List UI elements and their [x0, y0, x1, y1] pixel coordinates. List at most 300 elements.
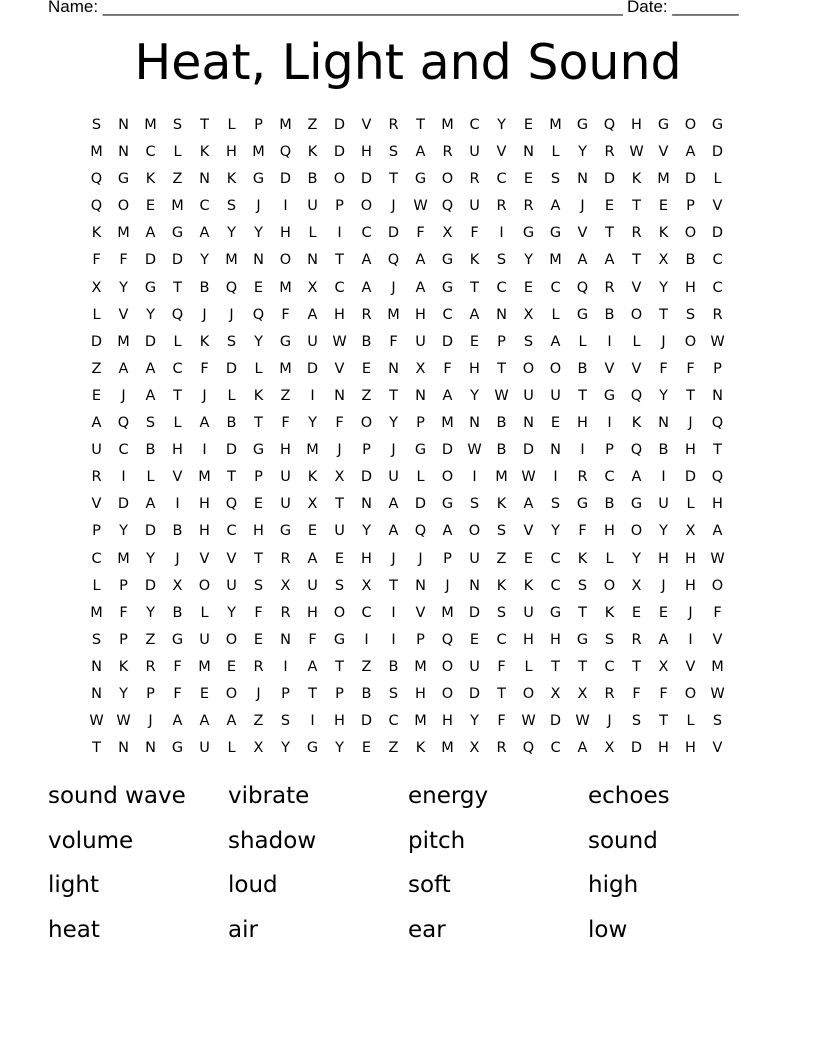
grid-letter: M — [117, 333, 130, 350]
grid-letter: W — [575, 713, 590, 730]
grid-letter: C — [442, 306, 453, 323]
grid-letter: T — [335, 252, 344, 269]
grid-letter: C — [604, 658, 615, 675]
grid-letter: S — [145, 415, 156, 432]
grid-letter: L — [524, 658, 533, 675]
grid-letter: P — [92, 523, 101, 540]
grid-letter: E — [253, 496, 264, 513]
grid-letter: P — [146, 685, 155, 702]
grid-letter: J — [445, 577, 450, 594]
word-list-item: volume — [48, 827, 134, 854]
grid-letter: J — [607, 713, 612, 730]
grid-letter: R — [523, 198, 534, 215]
grid-letter: Y — [227, 604, 236, 621]
grid-letter: K — [307, 144, 318, 161]
grid-letter: G — [333, 631, 346, 648]
grid-letter: P — [416, 415, 425, 432]
grid-letter: K — [91, 225, 102, 242]
grid-letter: C — [361, 225, 372, 242]
grid-letter: H — [226, 144, 237, 161]
grid-letter: G — [171, 740, 184, 757]
grid-letter: M — [441, 740, 454, 757]
grid-letter: X — [685, 523, 696, 540]
grid-letter: M — [441, 604, 454, 621]
grid-letter: C — [118, 442, 129, 459]
grid-letter: I — [553, 469, 558, 486]
grid-letter: B — [172, 523, 183, 540]
grid-letter: D — [144, 252, 157, 269]
grid-letter: U — [469, 144, 480, 161]
grid-letter: P — [497, 333, 506, 350]
grid-letter: A — [604, 252, 615, 269]
grid-letter: L — [92, 306, 101, 323]
grid-letter: H — [685, 577, 696, 594]
grid-letter: S — [712, 713, 723, 730]
grid-letter: S — [550, 496, 561, 513]
grid-letter: V — [658, 144, 669, 161]
grid-letter: B — [172, 604, 183, 621]
grid-letter: L — [686, 496, 695, 513]
grid-letter: A — [550, 333, 561, 350]
grid-letter: L — [308, 225, 317, 242]
grid-letter: E — [145, 198, 156, 215]
grid-letter: M — [117, 225, 130, 242]
grid-letter: A — [307, 306, 318, 323]
grid-letter: E — [523, 117, 534, 133]
grid-letter: R — [631, 225, 642, 242]
grid-letter: N — [550, 442, 561, 459]
grid-letter: T — [632, 658, 641, 675]
grid-letter: J — [391, 279, 396, 296]
grid-letter: T — [605, 225, 614, 242]
grid-letter: U — [307, 198, 318, 215]
grid-letter: J — [661, 577, 666, 594]
grid-letter: W — [413, 198, 428, 215]
grid-letter: R — [469, 171, 480, 188]
grid-letter: X — [550, 685, 561, 702]
grid-letter: E — [469, 333, 480, 350]
grid-letter: W — [494, 387, 509, 404]
grid-letter: Q — [171, 306, 184, 323]
grid-letter: Q — [441, 198, 454, 215]
grid-letter: M — [657, 171, 670, 188]
word-list-item: heat — [48, 916, 100, 943]
grid-letter: M — [171, 198, 184, 215]
grid-letter: C — [712, 252, 723, 269]
grid-letter: S — [91, 631, 102, 648]
grid-letter: A — [577, 740, 588, 757]
grid-letter: O — [225, 631, 238, 648]
grid-letter: V — [604, 360, 615, 377]
grid-letter: D — [360, 469, 373, 486]
grid-letter: S — [550, 171, 561, 188]
grid-letter: G — [441, 496, 454, 513]
grid-letter: O — [360, 415, 373, 432]
grid-letter: G — [414, 442, 427, 459]
word-list-item: sound wave — [48, 783, 186, 809]
grid-letter: G — [603, 387, 616, 404]
grid-letter: U — [199, 740, 210, 757]
grid-letter: E — [658, 198, 669, 215]
grid-letter: Y — [659, 387, 668, 404]
grid-letter: M — [414, 658, 427, 675]
grid-letter: K — [307, 469, 318, 486]
grid-letter: C — [550, 740, 561, 757]
grid-letter: D — [333, 117, 346, 133]
grid-letter: P — [254, 117, 263, 133]
grid-letter: S — [226, 333, 237, 350]
grid-letter: J — [121, 387, 126, 404]
grid-letter: Y — [524, 252, 533, 269]
grid-letter: E — [469, 631, 480, 648]
grid-letter: D — [711, 144, 724, 161]
word-list-item: sound — [588, 827, 658, 854]
grid-letter: A — [442, 387, 453, 404]
grid-letter: P — [686, 198, 695, 215]
grid-letter: H — [523, 631, 534, 648]
grid-letter: D — [333, 144, 346, 161]
grid-letter: X — [631, 577, 642, 594]
grid-letter: G — [630, 496, 643, 513]
grid-letter: C — [550, 550, 561, 567]
grid-letter: U — [415, 333, 426, 350]
grid-letter: Q — [90, 171, 103, 188]
grid-letter: A — [415, 279, 426, 296]
grid-letter: D — [522, 442, 535, 459]
grid-letter: G — [252, 171, 265, 188]
grid-letter: A — [388, 523, 399, 540]
grid-letter: E — [199, 685, 210, 702]
grid-letter: D — [225, 360, 238, 377]
grid-letter: S — [226, 198, 237, 215]
grid-letter: F — [497, 658, 506, 675]
grid-letter: A — [145, 360, 156, 377]
grid-letter: L — [686, 713, 695, 730]
grid-letter: L — [227, 387, 236, 404]
grid-letter: P — [605, 442, 614, 459]
grid-letter: K — [415, 740, 426, 757]
grid-letter: F — [443, 360, 452, 377]
grid-letter: Y — [146, 306, 155, 323]
grid-letter: L — [227, 740, 236, 757]
grid-letter: O — [333, 171, 346, 188]
grid-letter: I — [121, 469, 126, 486]
grid-letter: G — [522, 225, 535, 242]
name-field-label: Name: _______________________________________________________ — [48, 0, 623, 16]
grid-letter: O — [333, 604, 346, 621]
grid-letter: N — [658, 415, 669, 432]
word-list-item: low — [588, 916, 628, 943]
grid-letter: Y — [551, 523, 560, 540]
word-list — [48, 774, 768, 952]
grid-letter: F — [173, 658, 182, 675]
grid-letter: A — [145, 387, 156, 404]
grid-letter: A — [361, 252, 372, 269]
grid-letter: E — [658, 604, 669, 621]
grid-letter: H — [658, 740, 669, 757]
grid-letter: H — [361, 550, 372, 567]
grid-letter: V — [361, 117, 372, 133]
grid-letter: R — [388, 117, 399, 133]
grid-letter: A — [658, 631, 669, 648]
grid-letter: M — [279, 117, 292, 133]
grid-letter: R — [631, 631, 642, 648]
grid-letter: J — [418, 550, 423, 567]
grid-letter: A — [712, 523, 723, 540]
grid-letter: D — [603, 171, 616, 188]
word-search-grid — [83, 112, 731, 762]
grid-letter: W — [521, 713, 536, 730]
grid-letter: S — [523, 333, 534, 350]
grid-letter: L — [173, 144, 182, 161]
grid-letter: Y — [254, 225, 263, 242]
grid-letter: G — [279, 523, 292, 540]
grid-letter: F — [281, 306, 290, 323]
grid-letter: Z — [361, 387, 372, 404]
grid-letter: U — [388, 469, 399, 486]
grid-letter: D — [360, 171, 373, 188]
grid-letter: O — [117, 198, 130, 215]
grid-letter: E — [253, 279, 264, 296]
grid-letter: V — [631, 279, 642, 296]
grid-letter: L — [416, 469, 425, 486]
grid-letter: E — [523, 550, 534, 567]
grid-letter: S — [91, 117, 102, 133]
grid-letter: Y — [227, 225, 236, 242]
grid-letter: R — [253, 658, 264, 675]
grid-letter: H — [415, 685, 426, 702]
grid-letter: K — [199, 144, 210, 161]
grid-letter: I — [391, 604, 396, 621]
grid-letter: A — [172, 713, 183, 730]
grid-letter: G — [144, 279, 157, 296]
grid-letter: A — [199, 225, 210, 242]
grid-letter: E — [631, 604, 642, 621]
grid-letter: F — [119, 604, 128, 621]
grid-letter: E — [550, 415, 561, 432]
grid-letter: N — [253, 252, 264, 269]
grid-letter: F — [254, 604, 263, 621]
grid-letter: W — [467, 442, 482, 459]
grid-letter: X — [469, 740, 480, 757]
grid-letter: V — [685, 658, 696, 675]
grid-letter: Q — [441, 631, 454, 648]
grid-letter: Y — [659, 279, 668, 296]
grid-letter: R — [442, 144, 453, 161]
grid-letter: G — [576, 117, 589, 133]
grid-letter: L — [632, 333, 641, 350]
grid-letter: H — [199, 523, 210, 540]
grid-letter: R — [577, 469, 588, 486]
grid-letter: M — [198, 658, 211, 675]
grid-letter: F — [416, 225, 425, 242]
grid-letter: O — [225, 685, 238, 702]
grid-letter: I — [175, 496, 180, 513]
grid-letter: A — [118, 360, 129, 377]
grid-letter: Q — [414, 523, 427, 540]
grid-letter: R — [496, 740, 507, 757]
grid-letter: N — [118, 740, 129, 757]
grid-letter: K — [631, 415, 642, 432]
grid-letter: M — [387, 306, 400, 323]
grid-letter: F — [497, 713, 506, 730]
grid-letter: L — [92, 577, 101, 594]
grid-letter: P — [281, 685, 290, 702]
grid-letter: N — [496, 306, 507, 323]
grid-letter: X — [442, 225, 453, 242]
grid-letter: Q — [225, 496, 238, 513]
grid-letter: B — [685, 252, 696, 269]
grid-letter: I — [607, 415, 612, 432]
grid-letter: H — [442, 713, 453, 730]
grid-letter: X — [658, 252, 669, 269]
grid-letter: H — [361, 144, 372, 161]
grid-letter: L — [200, 604, 209, 621]
grid-letter: O — [630, 306, 643, 323]
grid-letter: H — [685, 279, 696, 296]
grid-letter: S — [496, 252, 507, 269]
grid-letter: S — [469, 496, 480, 513]
grid-letter: J — [202, 306, 207, 323]
grid-letter: D — [306, 360, 319, 377]
grid-letter: X — [361, 577, 372, 594]
grid-letter: U — [469, 198, 480, 215]
grid-letter: J — [580, 198, 585, 215]
grid-letter: I — [310, 387, 315, 404]
grid-letter: X — [307, 279, 318, 296]
grid-letter: E — [604, 198, 615, 215]
grid-letter: V — [496, 144, 507, 161]
grid-letter: T — [335, 496, 344, 513]
grid-letter: E — [91, 387, 102, 404]
grid-letter: K — [523, 577, 534, 594]
grid-letter: O — [603, 577, 616, 594]
grid-letter: Y — [254, 333, 263, 350]
grid-letter: N — [415, 577, 426, 594]
grid-letter: I — [580, 442, 585, 459]
grid-letter: C — [496, 279, 507, 296]
grid-letter: T — [632, 198, 641, 215]
grid-letter: X — [253, 740, 264, 757]
grid-letter: T — [659, 306, 668, 323]
grid-letter: A — [361, 279, 372, 296]
grid-letter: M — [414, 713, 427, 730]
grid-letter: T — [389, 577, 398, 594]
grid-letter: C — [199, 198, 210, 215]
grid-letter: E — [226, 658, 237, 675]
word-list-item: shadow — [228, 827, 317, 854]
grid-letter: I — [661, 469, 666, 486]
grid-letter: W — [89, 713, 104, 730]
grid-letter: M — [711, 658, 724, 675]
word-list-item: high — [588, 872, 639, 898]
grid-letter: R — [604, 685, 615, 702]
grid-letter: H — [334, 306, 345, 323]
grid-letter: E — [307, 523, 318, 540]
grid-letter: Y — [578, 144, 587, 161]
grid-letter: B — [496, 415, 507, 432]
grid-letter: L — [578, 333, 587, 350]
grid-letter: Y — [146, 604, 155, 621]
grid-letter: F — [281, 415, 290, 432]
grid-letter: W — [629, 144, 644, 161]
grid-letter: H — [685, 740, 696, 757]
grid-letter: C — [388, 713, 399, 730]
grid-letter: Y — [497, 117, 506, 133]
grid-letter: I — [607, 333, 612, 350]
grid-letter: A — [199, 415, 210, 432]
grid-letter: K — [199, 333, 210, 350]
grid-letter: Z — [307, 117, 318, 133]
grid-letter: Y — [335, 740, 344, 757]
grid-letter: Z — [172, 171, 183, 188]
grid-letter: C — [712, 279, 723, 296]
grid-letter: N — [712, 387, 723, 404]
grid-letter: Q — [630, 387, 643, 404]
grid-letter: A — [388, 496, 399, 513]
grid-letter: G — [414, 171, 427, 188]
grid-letter: O — [684, 685, 697, 702]
grid-letter: A — [226, 713, 237, 730]
grid-letter: Q — [711, 469, 724, 486]
grid-letter: M — [441, 117, 454, 133]
grid-letter: J — [391, 442, 396, 459]
grid-letter: A — [91, 415, 102, 432]
grid-letter: T — [659, 713, 668, 730]
grid-letter: H — [307, 604, 318, 621]
grid-letter: A — [415, 144, 426, 161]
grid-letter: V — [577, 225, 588, 242]
grid-letter: B — [226, 415, 237, 432]
grid-letter: C — [496, 171, 507, 188]
grid-letter: A — [307, 550, 318, 567]
grid-letter: O — [279, 252, 292, 269]
grid-letter: F — [308, 631, 317, 648]
grid-letter: F — [335, 415, 344, 432]
grid-letter: D — [144, 333, 157, 350]
grid-letter: D — [360, 713, 373, 730]
grid-letter: U — [280, 496, 291, 513]
grid-letter: B — [577, 360, 588, 377]
grid-letter: O — [549, 360, 562, 377]
grid-letter: Q — [252, 306, 265, 323]
grid-letter: E — [523, 279, 534, 296]
grid-letter: G — [279, 333, 292, 350]
grid-letter: Z — [91, 360, 102, 377]
grid-letter: I — [499, 225, 504, 242]
grid-letter: S — [604, 631, 615, 648]
grid-letter: D — [279, 171, 292, 188]
grid-letter: G — [252, 442, 265, 459]
grid-letter: Y — [308, 415, 317, 432]
grid-letter: M — [144, 117, 157, 133]
grid-letter: R — [361, 306, 372, 323]
grid-letter: W — [710, 333, 725, 350]
grid-letter: A — [442, 523, 453, 540]
grid-letter: A — [145, 496, 156, 513]
grid-letter: J — [391, 198, 396, 215]
grid-letter: D — [468, 604, 481, 621]
grid-letter: T — [173, 279, 182, 296]
grid-letter: O — [684, 117, 697, 133]
grid-letter: J — [391, 550, 396, 567]
grid-letter: H — [280, 225, 291, 242]
grid-letter: V — [91, 496, 102, 513]
grid-letter: U — [307, 333, 318, 350]
grid-letter: U — [334, 523, 345, 540]
grid-letter: T — [416, 117, 425, 133]
grid-letter: Q — [522, 740, 535, 757]
